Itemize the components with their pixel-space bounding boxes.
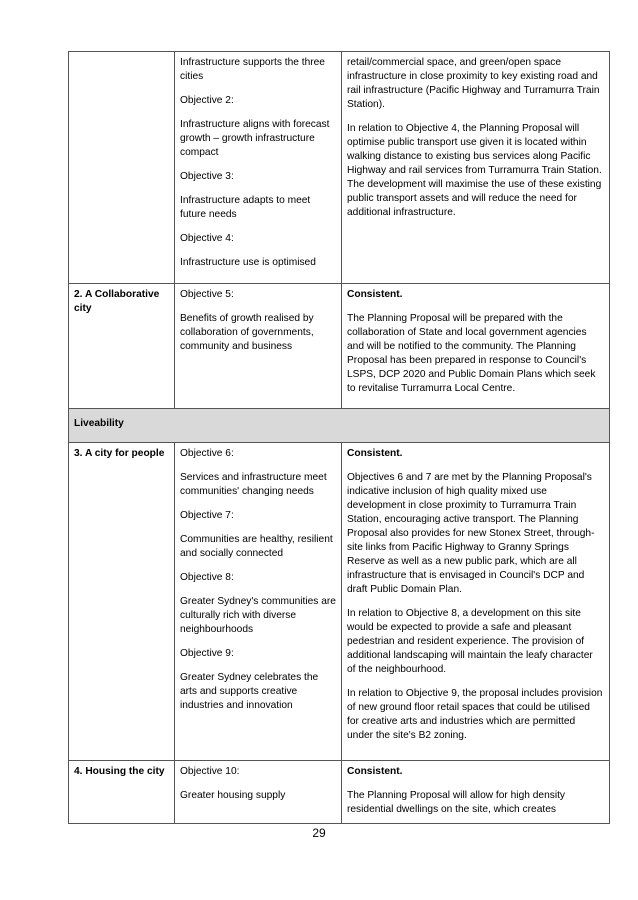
table-row <box>69 284 610 409</box>
objective-text: Infrastructure use is optimised <box>180 257 316 268</box>
objective-label: Objective 9: <box>180 648 234 659</box>
objective-text: Greater housing supply <box>180 790 286 801</box>
comment-cell <box>342 52 610 284</box>
objective-text: Infrastructure supports the three cities <box>180 57 325 82</box>
objective-text: Communities are healthy, resilient and socially connected <box>180 534 333 559</box>
objective-label: Objective 7: <box>180 510 234 521</box>
comment-paragraph: The Planning Proposal will allow for high density residential dwellings on the site, which creates <box>347 790 566 815</box>
objective-text: Infrastructure aligns with forecast growth – growth infrastructure compact <box>180 119 330 158</box>
table-row <box>69 52 610 284</box>
comment-paragraph: retail/commercial space, and green/open space infrastructure in close proximity to key existing road and rail infrastructure (Pacific Highway and Turramurra Train Station). <box>347 57 600 110</box>
objectives-cell <box>175 443 342 761</box>
objective-label: Objective 10: <box>180 766 240 777</box>
section-header-row <box>69 409 610 443</box>
direction-cell: 4. Housing the city <box>69 761 175 824</box>
comment-cell <box>342 443 610 761</box>
objective-label: Objective 5: <box>180 289 234 300</box>
direction-cell <box>69 52 175 284</box>
objectives-cell <box>175 761 342 824</box>
section-title: Liveability <box>69 409 610 443</box>
direction-cell: 2. A Collaborative city <box>69 284 175 409</box>
objective-text: Greater Sydney celebrates the arts and supports creative industries and innovation <box>180 672 319 711</box>
objective-label: Objective 8: <box>180 572 234 583</box>
consistency-status: Consistent. <box>347 766 403 777</box>
consistency-status: Consistent. <box>347 289 403 300</box>
comment-paragraph: In relation to Objective 8, a development on this site would be expected to provide a safe and pleasant pedestrian and resident experience. The provision of additional landscaping will maintain the leafy character of the neighbourhood. <box>347 608 593 675</box>
objectives-cell <box>175 52 342 284</box>
objective-label: Objective 2: <box>180 95 234 106</box>
objective-label: Objective 4: <box>180 233 234 244</box>
comment-paragraph: In relation to Objective 9, the proposal includes provision of new ground floor retail spaces that could be utilised for creative arts and industries which are permitted under the site's B2 zoning. <box>347 688 603 741</box>
objectives-cell <box>175 284 342 409</box>
comment-paragraph: In relation to Objective 4, the Planning Proposal will optimise public transport use given it is located within walking distance to existing bus services along Pacific Highway and rail services from Turramurra Train Station. The development will maximise the use of these existing public transport assets and will reduce the need for additional infrastructure. <box>347 123 602 218</box>
direction-cell: 3. A city for people <box>69 443 175 761</box>
objective-text: Services and infrastructure meet communities' changing needs <box>180 472 327 497</box>
table-row <box>69 761 610 824</box>
objective-text: Infrastructure adapts to meet future needs <box>180 195 311 220</box>
comment-paragraph: The Planning Proposal will be prepared with the collaboration of State and local government agencies and will be notified to the community. The Planning Proposal has been prepared in response to Council's LSPS, DCP 2020 and Public Domain Plans which seek to revitalise Turramurra Local Centre. <box>347 313 596 394</box>
comment-paragraph: Objectives 6 and 7 are met by the Planning Proposal's indicative inclusion of high quality mixed use development in close proximity to Turramurra Train Station, encouraging active transport. The Planning Proposal also provides for new Stonex Street, through-site links from Pacific Highway to Granny Springs Reserve as well as a new public park, which are all infrastructure that is envisaged in Council's DCP and draft Public Domain Plan. <box>347 472 595 595</box>
consistency-status: Consistent. <box>347 448 403 459</box>
objective-text: Greater Sydney's communities are culturally rich with diverse neighbourhoods <box>180 596 336 635</box>
consistency-table <box>68 51 610 824</box>
comment-cell <box>342 284 610 409</box>
comment-cell <box>342 761 610 824</box>
objective-label: Objective 6: <box>180 448 234 459</box>
objective-text: Benefits of growth realised by collaboration of governments, community and business <box>180 313 314 352</box>
page-number: 29 <box>312 826 326 840</box>
objective-label: Objective 3: <box>180 171 234 182</box>
table-row <box>69 443 610 761</box>
